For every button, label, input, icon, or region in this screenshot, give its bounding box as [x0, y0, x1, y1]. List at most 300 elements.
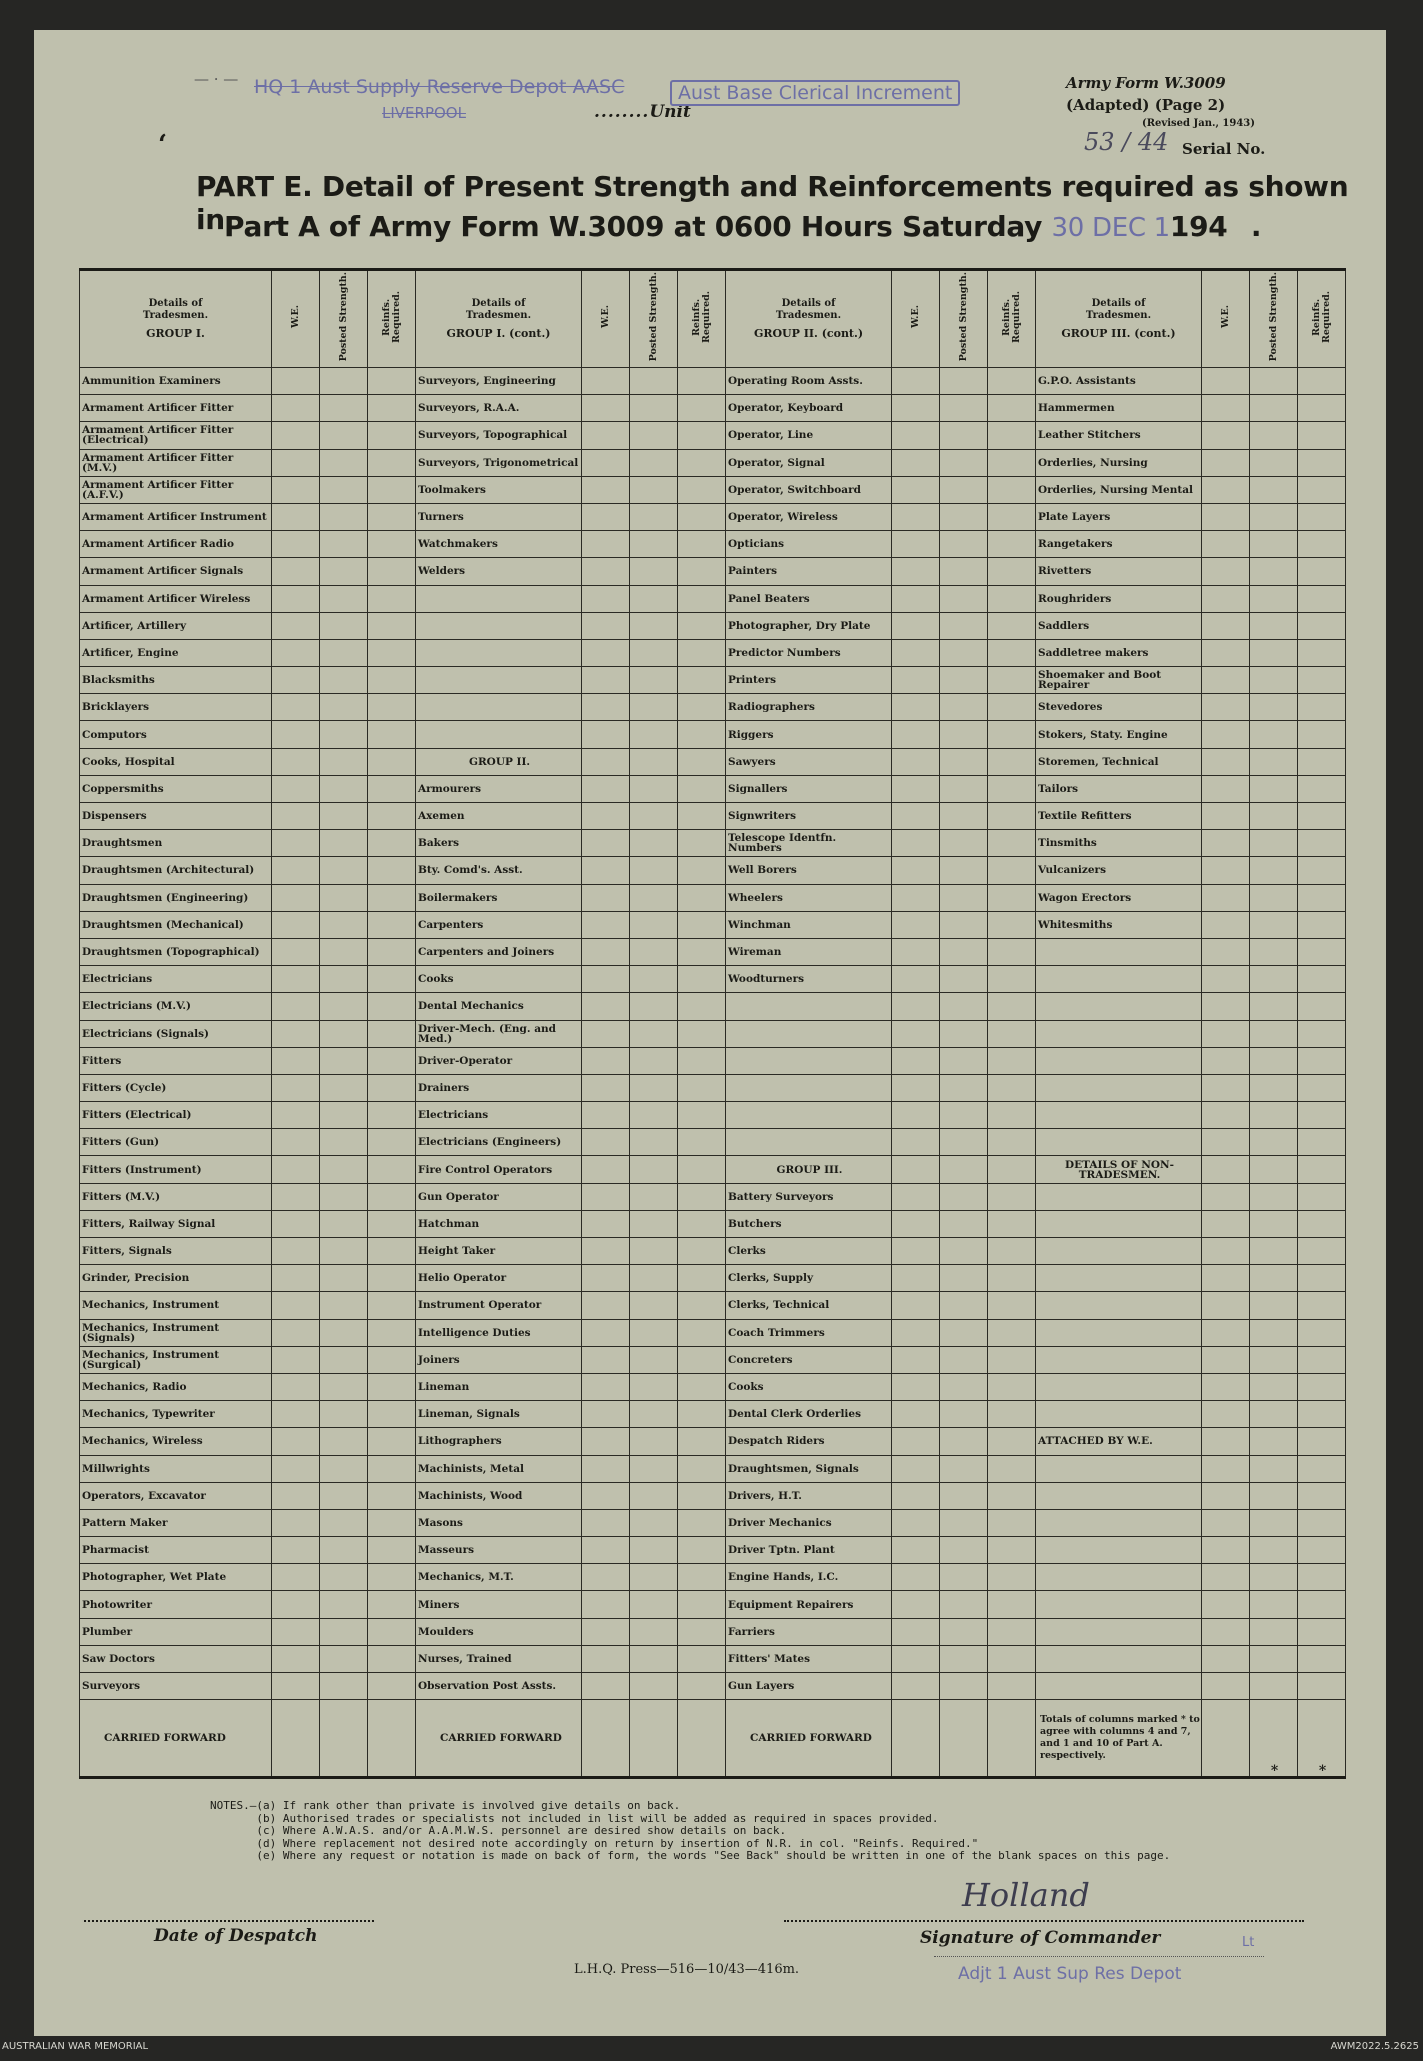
entry-cell[interactable] — [1202, 612, 1250, 639]
entry-cell[interactable] — [320, 585, 368, 612]
entry-cell[interactable] — [320, 1700, 368, 1778]
asterisk-total-cell[interactable]: * — [1250, 1700, 1298, 1778]
entry-cell[interactable] — [630, 1319, 678, 1346]
entry-cell[interactable] — [940, 1673, 988, 1700]
entry-cell[interactable] — [892, 585, 940, 612]
entry-cell[interactable] — [1250, 667, 1298, 694]
entry-cell[interactable] — [678, 748, 726, 775]
entry-cell[interactable] — [1250, 1673, 1298, 1700]
entry-cell[interactable] — [630, 1373, 678, 1400]
entry-cell[interactable] — [368, 938, 416, 965]
entry-cell[interactable] — [988, 1673, 1036, 1700]
entry-cell[interactable] — [320, 612, 368, 639]
entry-cell[interactable] — [368, 1183, 416, 1210]
entry-cell[interactable] — [320, 1292, 368, 1319]
entry-cell[interactable] — [582, 911, 630, 938]
entry-cell[interactable] — [988, 1564, 1036, 1591]
entry-cell[interactable] — [940, 1020, 988, 1047]
entry-cell[interactable] — [678, 1346, 726, 1373]
entry-cell[interactable] — [678, 1700, 726, 1778]
entry-cell[interactable] — [272, 1129, 320, 1156]
entry-cell[interactable] — [320, 639, 368, 666]
entry-cell[interactable] — [1202, 531, 1250, 558]
entry-cell[interactable] — [988, 1265, 1036, 1292]
entry-cell[interactable] — [892, 1210, 940, 1237]
entry-cell[interactable] — [940, 1482, 988, 1509]
entry-cell[interactable] — [1298, 1074, 1346, 1101]
entry-cell[interactable] — [892, 1183, 940, 1210]
entry-cell[interactable] — [678, 1618, 726, 1645]
entry-cell[interactable] — [272, 1673, 320, 1700]
entry-cell[interactable] — [1298, 1183, 1346, 1210]
entry-cell[interactable] — [630, 830, 678, 857]
entry-cell[interactable] — [1298, 1129, 1346, 1156]
entry-cell[interactable] — [892, 422, 940, 449]
entry-cell[interactable] — [988, 1401, 1036, 1428]
entry-cell[interactable] — [1298, 503, 1346, 530]
entry-cell[interactable] — [582, 1401, 630, 1428]
entry-cell[interactable] — [630, 1238, 678, 1265]
entry-cell[interactable] — [988, 694, 1036, 721]
entry-cell[interactable] — [940, 857, 988, 884]
entry-cell[interactable] — [368, 395, 416, 422]
entry-cell[interactable] — [320, 667, 368, 694]
entry-cell[interactable] — [368, 1265, 416, 1292]
entry-cell[interactable] — [582, 748, 630, 775]
entry-cell[interactable] — [940, 993, 988, 1020]
entry-cell[interactable] — [1298, 476, 1346, 503]
entry-cell[interactable] — [988, 1428, 1036, 1455]
entry-cell[interactable] — [1298, 884, 1346, 911]
entry-cell[interactable] — [988, 612, 1036, 639]
entry-cell[interactable] — [678, 503, 726, 530]
entry-cell[interactable] — [678, 721, 726, 748]
entry-cell[interactable] — [368, 585, 416, 612]
entry-cell[interactable] — [368, 1129, 416, 1156]
entry-cell[interactable] — [940, 667, 988, 694]
entry-cell[interactable] — [988, 1509, 1036, 1536]
entry-cell[interactable] — [988, 1700, 1036, 1778]
entry-cell[interactable] — [272, 1074, 320, 1101]
entry-cell[interactable] — [988, 368, 1036, 395]
entry-cell[interactable] — [630, 1537, 678, 1564]
entry-cell[interactable] — [368, 803, 416, 830]
entry-cell[interactable] — [272, 368, 320, 395]
entry-cell[interactable] — [678, 667, 726, 694]
entry-cell[interactable] — [272, 1564, 320, 1591]
entry-cell[interactable] — [1298, 639, 1346, 666]
entry-cell[interactable] — [940, 1428, 988, 1455]
entry-cell[interactable] — [892, 1537, 940, 1564]
entry-cell[interactable] — [630, 1401, 678, 1428]
entry-cell[interactable] — [892, 395, 940, 422]
entry-cell[interactable] — [630, 368, 678, 395]
entry-cell[interactable] — [320, 476, 368, 503]
entry-cell[interactable] — [272, 1020, 320, 1047]
entry-cell[interactable] — [1250, 1401, 1298, 1428]
entry-cell[interactable] — [582, 1265, 630, 1292]
entry-cell[interactable] — [272, 1210, 320, 1237]
entry-cell[interactable] — [368, 1238, 416, 1265]
entry-cell[interactable] — [988, 531, 1036, 558]
entry-cell[interactable] — [630, 503, 678, 530]
entry-cell[interactable] — [320, 1319, 368, 1346]
entry-cell[interactable] — [1202, 368, 1250, 395]
entry-cell[interactable] — [1250, 1373, 1298, 1400]
entry-cell[interactable] — [678, 803, 726, 830]
entry-cell[interactable] — [1250, 830, 1298, 857]
entry-cell[interactable] — [368, 1074, 416, 1101]
entry-cell[interactable] — [940, 449, 988, 476]
entry-cell[interactable] — [368, 368, 416, 395]
entry-cell[interactable] — [368, 558, 416, 585]
entry-cell[interactable] — [892, 993, 940, 1020]
entry-cell[interactable] — [892, 558, 940, 585]
entry-cell[interactable] — [1298, 694, 1346, 721]
entry-cell[interactable] — [1298, 911, 1346, 938]
entry-cell[interactable] — [582, 449, 630, 476]
entry-cell[interactable] — [940, 1156, 988, 1183]
entry-cell[interactable] — [678, 1591, 726, 1618]
entry-cell[interactable] — [940, 1509, 988, 1536]
entry-cell[interactable] — [272, 1319, 320, 1346]
entry-cell[interactable] — [940, 585, 988, 612]
entry-cell[interactable] — [1202, 639, 1250, 666]
entry-cell[interactable] — [1202, 1020, 1250, 1047]
entry-cell[interactable] — [1202, 1455, 1250, 1482]
entry-cell[interactable] — [940, 1265, 988, 1292]
entry-cell[interactable] — [320, 1183, 368, 1210]
entry-cell[interactable] — [272, 1455, 320, 1482]
entry-cell[interactable] — [988, 1537, 1036, 1564]
entry-cell[interactable] — [892, 503, 940, 530]
entry-cell[interactable] — [1250, 612, 1298, 639]
entry-cell[interactable] — [320, 1591, 368, 1618]
entry-cell[interactable] — [582, 1292, 630, 1319]
entry-cell[interactable] — [630, 911, 678, 938]
entry-cell[interactable] — [368, 449, 416, 476]
entry-cell[interactable] — [988, 1455, 1036, 1482]
entry-cell[interactable] — [1250, 1074, 1298, 1101]
entry-cell[interactable] — [1298, 1265, 1346, 1292]
entry-cell[interactable] — [940, 1129, 988, 1156]
entry-cell[interactable] — [1250, 1156, 1298, 1183]
entry-cell[interactable] — [320, 1129, 368, 1156]
entry-cell[interactable] — [1250, 1238, 1298, 1265]
entry-cell[interactable] — [320, 1537, 368, 1564]
entry-cell[interactable] — [1202, 993, 1250, 1020]
entry-cell[interactable] — [272, 449, 320, 476]
entry-cell[interactable] — [678, 558, 726, 585]
entry-cell[interactable] — [320, 1373, 368, 1400]
entry-cell[interactable] — [678, 993, 726, 1020]
entry-cell[interactable] — [988, 1183, 1036, 1210]
entry-cell[interactable] — [630, 966, 678, 993]
entry-cell[interactable] — [1298, 857, 1346, 884]
entry-cell[interactable] — [320, 721, 368, 748]
entry-cell[interactable] — [892, 721, 940, 748]
entry-cell[interactable] — [368, 1645, 416, 1672]
entry-cell[interactable] — [940, 395, 988, 422]
entry-cell[interactable] — [892, 1373, 940, 1400]
entry-cell[interactable] — [320, 1618, 368, 1645]
entry-cell[interactable] — [272, 1618, 320, 1645]
entry-cell[interactable] — [630, 449, 678, 476]
entry-cell[interactable] — [630, 1156, 678, 1183]
entry-cell[interactable] — [940, 503, 988, 530]
entry-cell[interactable] — [1250, 993, 1298, 1020]
entry-cell[interactable] — [630, 938, 678, 965]
entry-cell[interactable] — [272, 422, 320, 449]
entry-cell[interactable] — [940, 938, 988, 965]
entry-cell[interactable] — [678, 1537, 726, 1564]
entry-cell[interactable] — [940, 1401, 988, 1428]
entry-cell[interactable] — [272, 1591, 320, 1618]
entry-cell[interactable] — [678, 1482, 726, 1509]
entry-cell[interactable] — [892, 612, 940, 639]
entry-cell[interactable] — [320, 938, 368, 965]
entry-cell[interactable] — [582, 395, 630, 422]
entry-cell[interactable] — [272, 938, 320, 965]
entry-cell[interactable] — [630, 1102, 678, 1129]
entry-cell[interactable] — [678, 1265, 726, 1292]
entry-cell[interactable] — [582, 1238, 630, 1265]
entry-cell[interactable] — [1202, 1428, 1250, 1455]
entry-cell[interactable] — [320, 503, 368, 530]
entry-cell[interactable] — [320, 830, 368, 857]
entry-cell[interactable] — [320, 558, 368, 585]
entry-cell[interactable] — [1250, 966, 1298, 993]
entry-cell[interactable] — [940, 612, 988, 639]
entry-cell[interactable] — [678, 612, 726, 639]
entry-cell[interactable] — [892, 1455, 940, 1482]
entry-cell[interactable] — [368, 422, 416, 449]
entry-cell[interactable] — [940, 1537, 988, 1564]
entry-cell[interactable] — [630, 558, 678, 585]
entry-cell[interactable] — [678, 1102, 726, 1129]
entry-cell[interactable] — [1298, 1102, 1346, 1129]
entry-cell[interactable] — [272, 911, 320, 938]
entry-cell[interactable] — [368, 1373, 416, 1400]
entry-cell[interactable] — [272, 721, 320, 748]
entry-cell[interactable] — [368, 667, 416, 694]
entry-cell[interactable] — [368, 639, 416, 666]
entry-cell[interactable] — [1202, 422, 1250, 449]
entry-cell[interactable] — [368, 1455, 416, 1482]
entry-cell[interactable] — [678, 1564, 726, 1591]
entry-cell[interactable] — [940, 803, 988, 830]
entry-cell[interactable] — [678, 422, 726, 449]
entry-cell[interactable] — [1298, 368, 1346, 395]
entry-cell[interactable] — [630, 1020, 678, 1047]
entry-cell[interactable] — [1250, 1292, 1298, 1319]
entry-cell[interactable] — [988, 1618, 1036, 1645]
entry-cell[interactable] — [630, 1210, 678, 1237]
entry-cell[interactable] — [892, 1673, 940, 1700]
entry-cell[interactable] — [582, 1210, 630, 1237]
entry-cell[interactable] — [582, 558, 630, 585]
entry-cell[interactable] — [1202, 1292, 1250, 1319]
entry-cell[interactable] — [678, 966, 726, 993]
entry-cell[interactable] — [582, 1618, 630, 1645]
entry-cell[interactable] — [582, 1319, 630, 1346]
entry-cell[interactable] — [1202, 558, 1250, 585]
entry-cell[interactable] — [582, 993, 630, 1020]
entry-cell[interactable] — [320, 1265, 368, 1292]
entry-cell[interactable] — [272, 667, 320, 694]
entry-cell[interactable] — [582, 1455, 630, 1482]
entry-cell[interactable] — [368, 1292, 416, 1319]
entry-cell[interactable] — [1250, 503, 1298, 530]
entry-cell[interactable] — [1298, 1319, 1346, 1346]
entry-cell[interactable] — [320, 1210, 368, 1237]
entry-cell[interactable] — [630, 694, 678, 721]
entry-cell[interactable] — [272, 531, 320, 558]
entry-cell[interactable] — [988, 639, 1036, 666]
entry-cell[interactable] — [272, 884, 320, 911]
entry-cell[interactable] — [320, 449, 368, 476]
entry-cell[interactable] — [892, 1401, 940, 1428]
entry-cell[interactable] — [582, 1102, 630, 1129]
entry-cell[interactable] — [582, 1482, 630, 1509]
entry-cell[interactable] — [892, 1564, 940, 1591]
entry-cell[interactable] — [630, 803, 678, 830]
entry-cell[interactable] — [1202, 1482, 1250, 1509]
entry-cell[interactable] — [892, 1074, 940, 1101]
entry-cell[interactable] — [630, 775, 678, 802]
entry-cell[interactable] — [988, 1020, 1036, 1047]
entry-cell[interactable] — [368, 1564, 416, 1591]
entry-cell[interactable] — [678, 911, 726, 938]
entry-cell[interactable] — [1250, 721, 1298, 748]
entry-cell[interactable] — [1250, 1319, 1298, 1346]
entry-cell[interactable] — [678, 1210, 726, 1237]
entry-cell[interactable] — [272, 1047, 320, 1074]
entry-cell[interactable] — [582, 667, 630, 694]
entry-cell[interactable] — [1250, 1346, 1298, 1373]
entry-cell[interactable] — [630, 993, 678, 1020]
entry-cell[interactable] — [988, 1047, 1036, 1074]
entry-cell[interactable] — [272, 1102, 320, 1129]
entry-cell[interactable] — [1298, 993, 1346, 1020]
entry-cell[interactable] — [368, 748, 416, 775]
entry-cell[interactable] — [1250, 531, 1298, 558]
entry-cell[interactable] — [1202, 1509, 1250, 1536]
entry-cell[interactable] — [368, 775, 416, 802]
entry-cell[interactable] — [892, 1102, 940, 1129]
entry-cell[interactable] — [988, 1373, 1036, 1400]
entry-cell[interactable] — [1298, 803, 1346, 830]
entry-cell[interactable] — [678, 476, 726, 503]
entry-cell[interactable] — [582, 938, 630, 965]
entry-cell[interactable] — [892, 639, 940, 666]
entry-cell[interactable] — [272, 1509, 320, 1536]
entry-cell[interactable] — [630, 395, 678, 422]
entry-cell[interactable] — [630, 1074, 678, 1101]
entry-cell[interactable] — [988, 1645, 1036, 1672]
entry-cell[interactable] — [988, 503, 1036, 530]
entry-cell[interactable] — [1298, 1509, 1346, 1536]
entry-cell[interactable] — [1250, 748, 1298, 775]
entry-cell[interactable] — [582, 1645, 630, 1672]
entry-cell[interactable] — [582, 966, 630, 993]
entry-cell[interactable] — [320, 1156, 368, 1183]
entry-cell[interactable] — [940, 1074, 988, 1101]
entry-cell[interactable] — [988, 1129, 1036, 1156]
entry-cell[interactable] — [678, 775, 726, 802]
entry-cell[interactable] — [940, 1183, 988, 1210]
entry-cell[interactable] — [272, 1428, 320, 1455]
entry-cell[interactable] — [940, 966, 988, 993]
entry-cell[interactable] — [320, 1074, 368, 1101]
entry-cell[interactable] — [988, 1210, 1036, 1237]
entry-cell[interactable] — [272, 639, 320, 666]
entry-cell[interactable] — [988, 966, 1036, 993]
entry-cell[interactable] — [630, 884, 678, 911]
entry-cell[interactable] — [678, 449, 726, 476]
entry-cell[interactable] — [678, 1373, 726, 1400]
entry-cell[interactable] — [320, 775, 368, 802]
entry-cell[interactable] — [1250, 803, 1298, 830]
entry-cell[interactable] — [940, 1564, 988, 1591]
entry-cell[interactable] — [1298, 1238, 1346, 1265]
entry-cell[interactable] — [320, 694, 368, 721]
entry-cell[interactable] — [678, 1645, 726, 1672]
entry-cell[interactable] — [272, 1238, 320, 1265]
entry-cell[interactable] — [1298, 585, 1346, 612]
entry-cell[interactable] — [940, 422, 988, 449]
entry-cell[interactable] — [630, 639, 678, 666]
entry-cell[interactable] — [368, 1020, 416, 1047]
entry-cell[interactable] — [368, 476, 416, 503]
entry-cell[interactable] — [940, 1210, 988, 1237]
entry-cell[interactable] — [892, 938, 940, 965]
entry-cell[interactable] — [1250, 558, 1298, 585]
entry-cell[interactable] — [1298, 1673, 1346, 1700]
entry-cell[interactable] — [368, 721, 416, 748]
entry-cell[interactable] — [940, 368, 988, 395]
entry-cell[interactable] — [1298, 830, 1346, 857]
entry-cell[interactable] — [1202, 1074, 1250, 1101]
entry-cell[interactable] — [272, 803, 320, 830]
entry-cell[interactable] — [892, 884, 940, 911]
entry-cell[interactable] — [988, 1238, 1036, 1265]
entry-cell[interactable] — [630, 1183, 678, 1210]
entry-cell[interactable] — [1250, 1129, 1298, 1156]
entry-cell[interactable] — [630, 1645, 678, 1672]
entry-cell[interactable] — [940, 639, 988, 666]
entry-cell[interactable] — [1298, 1482, 1346, 1509]
entry-cell[interactable] — [1202, 1319, 1250, 1346]
entry-cell[interactable] — [678, 1156, 726, 1183]
entry-cell[interactable] — [368, 1047, 416, 1074]
entry-cell[interactable] — [988, 558, 1036, 585]
entry-cell[interactable] — [1202, 1373, 1250, 1400]
entry-cell[interactable] — [582, 476, 630, 503]
entry-cell[interactable] — [892, 1618, 940, 1645]
entry-cell[interactable] — [272, 830, 320, 857]
entry-cell[interactable] — [1250, 449, 1298, 476]
entry-cell[interactable] — [1202, 1401, 1250, 1428]
entry-cell[interactable] — [940, 1373, 988, 1400]
entry-cell[interactable] — [1250, 857, 1298, 884]
entry-cell[interactable] — [630, 422, 678, 449]
entry-cell[interactable] — [1250, 1455, 1298, 1482]
entry-cell[interactable] — [1250, 1020, 1298, 1047]
entry-cell[interactable] — [272, 775, 320, 802]
entry-cell[interactable] — [988, 585, 1036, 612]
entry-cell[interactable] — [368, 911, 416, 938]
